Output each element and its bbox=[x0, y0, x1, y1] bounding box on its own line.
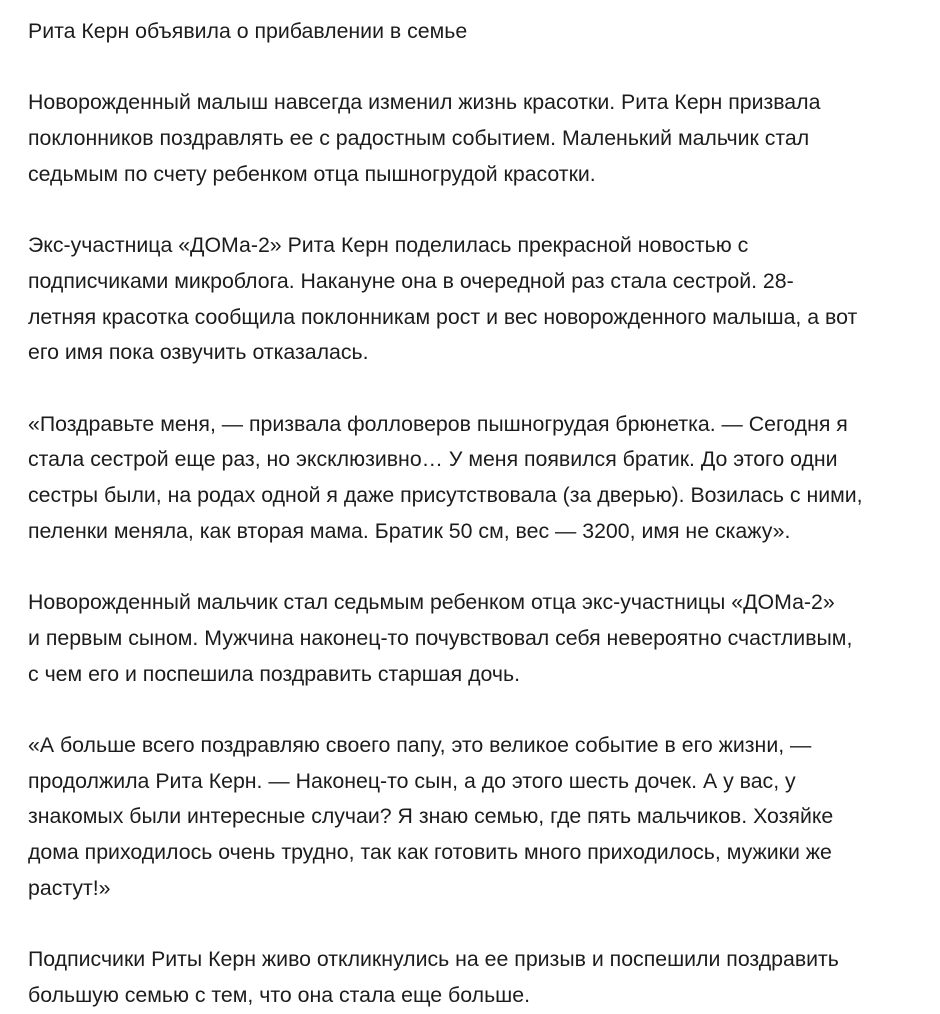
article-title: Рита Керн объявила о прибавлении в семье bbox=[28, 19, 468, 43]
article-paragraph-5: «А больше всего поздравляю своего папу, это великое событие в его жизни, — продолжила Рита Керн. — Наконец-то сын, а до этого шесть дочек. А у вас, у знакомых были интересные случаи? Я знаю семью, где пять мальчиков. Хозяйке дома приходилось очень трудно, так как готовить много приходилось, мужики же растут!» bbox=[28, 732, 834, 900]
article bbox=[28, 14, 928, 1014]
article-paragraph-1: Новорожденный малыш навсегда изменил жизнь красотки. Рита Керн призвала поклонников поздравлять ее с радостным событием. Маленький мальчик стал седьмым по счету ребенком отца пышногрудой красотки. bbox=[28, 90, 821, 186]
article-paragraph-6: Подписчики Риты Керн живо откликнулись на ее призыв и поспешили поздравить большую семью с тем, что она стала еще больше. bbox=[28, 947, 839, 1007]
article-paragraph-3: «Поздравьте меня, — призвала фолловеров пышногрудая брюнетка. — Сегодня я стала сестрой еще раз, но эксклюзивно… У меня появился братик. До этого одни сестры были, на родах одной я даже присутствовала (за дверью). Возилась с ними, пеленки меняла, как вторая мама. Братик 50 см, вес — 3200, имя не скажу». bbox=[28, 411, 863, 543]
article-paragraph-2: Экс-участница «ДОМа-2» Рита Керн поделилась прекрасной новостью с подписчиками микроблога. Накануне она в очередной раз стала сестрой. 28- летняя красотка сообщила поклонникам рост и вес новорожденного малыша, а вот его имя пока озвучить отказалась. bbox=[28, 233, 858, 365]
article-paragraph-4: Новорожденный мальчик стал седьмым ребенком отца экс-участницы «ДОМа-2» и первым сыном. Мужчина наконец-то почувствовал себя невероятно счастливым, с чем его и поспешила поздравить старшая дочь. bbox=[28, 590, 853, 686]
